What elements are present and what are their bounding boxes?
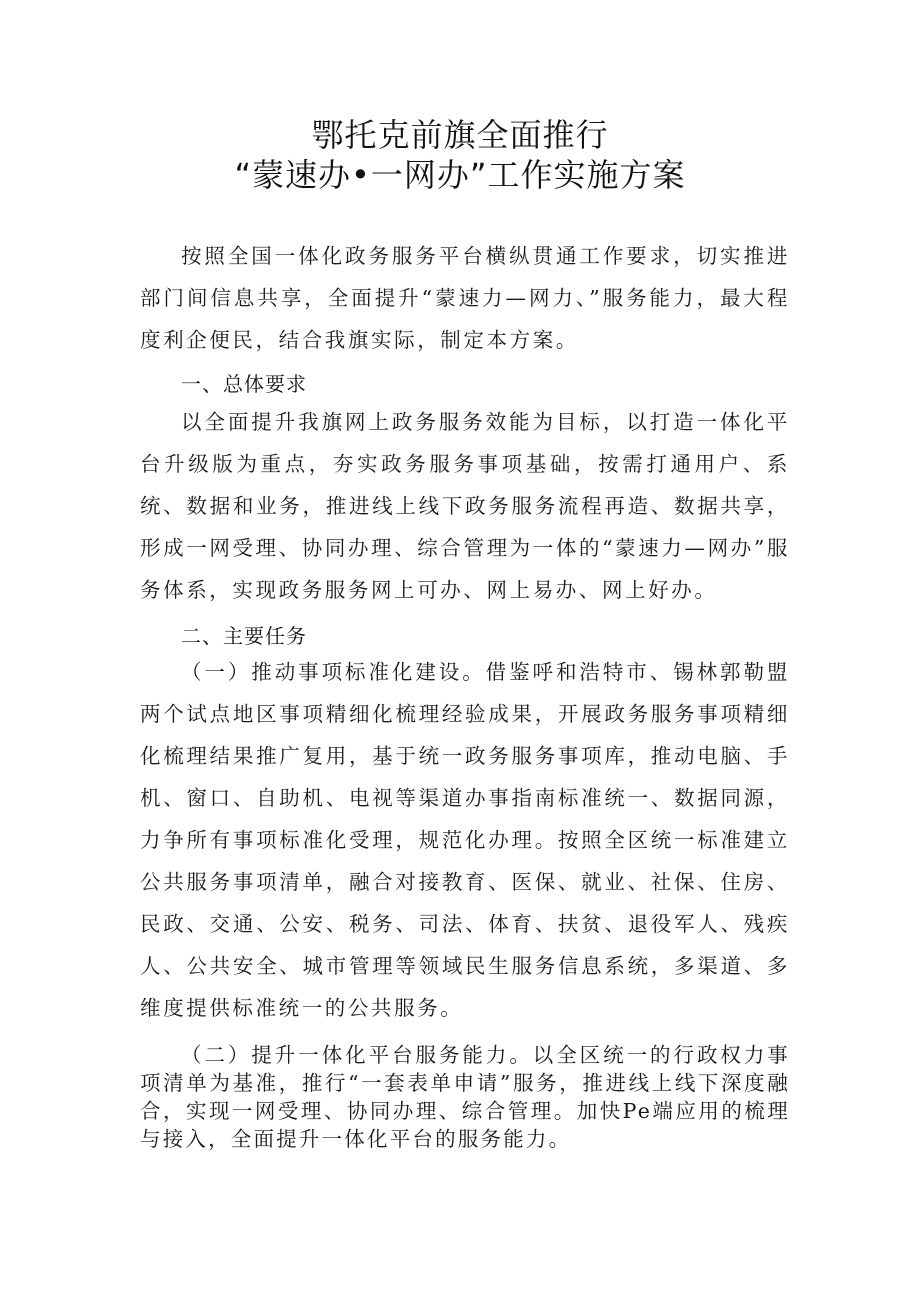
intro-paragraph: 按照全国一体化政务服务平台横纵贯通工作要求，切实推进部门间信息共享，全面提升“蒙速力—网力、”服务能力，最大程度利企便民，结合我旗实际，制定本方案。 xyxy=(140,244,790,352)
document-title-line-1: 鄂托克前旗全面推行 xyxy=(311,116,609,154)
section-2-heading: 二、主要任务 xyxy=(181,624,307,648)
document-title-line-2: “蒙速办•一网办”工作实施方案 xyxy=(234,156,686,194)
task-2-paragraph: （二）提升一体化平台服务能力。以全区统一的行政权力事项清单为基准，推行“一套表单申请”服务，推进线上线下深度融合，实现一网受理、协同办理、综合管理。加快Pe端应用的梳理与接入，全面提升一体化平台的服务能力。 xyxy=(140,1043,790,1151)
section-1-paragraph: 以全面提升我旗网上政务服务效能为目标，以打造一体化平台升级版为重点，夯实政务服务事项基础，按需打通用户、系统、数据和业务，推进线上线下政务服务流程再造、数据共享，形成一网受理、协同办理、综合管理为一体的“蒙速力—网办”服务体系，实现政务服务网上可办、网上易办、网上好办。 xyxy=(140,410,790,602)
section-1-heading: 一、总体要求 xyxy=(181,372,307,396)
task-1-paragraph: （一）推动事项标准化建设。借鉴呼和浩特市、锡林郭勒盟两个试点地区事项精细化梳理经验成果，开展政务服务事项精细化梳理结果推广复用，基于统一政务服务事项库，推动电脑、手机、窗口、自助机、电视等渠道办事指南标准统一、数据同源，力争所有事项标准化受理，规范化办理。按照全区统一标准建立公共服务事项清单，融合对接教育、医保、就业、社保、住房、民政、交通、公安、税务、司法、体育、扶贫、退役军人、残疾人、公共安全、城市管理等领域民生服务信息系统，多渠道、多维度提供标准统一的公共服务。 xyxy=(140,660,790,1020)
